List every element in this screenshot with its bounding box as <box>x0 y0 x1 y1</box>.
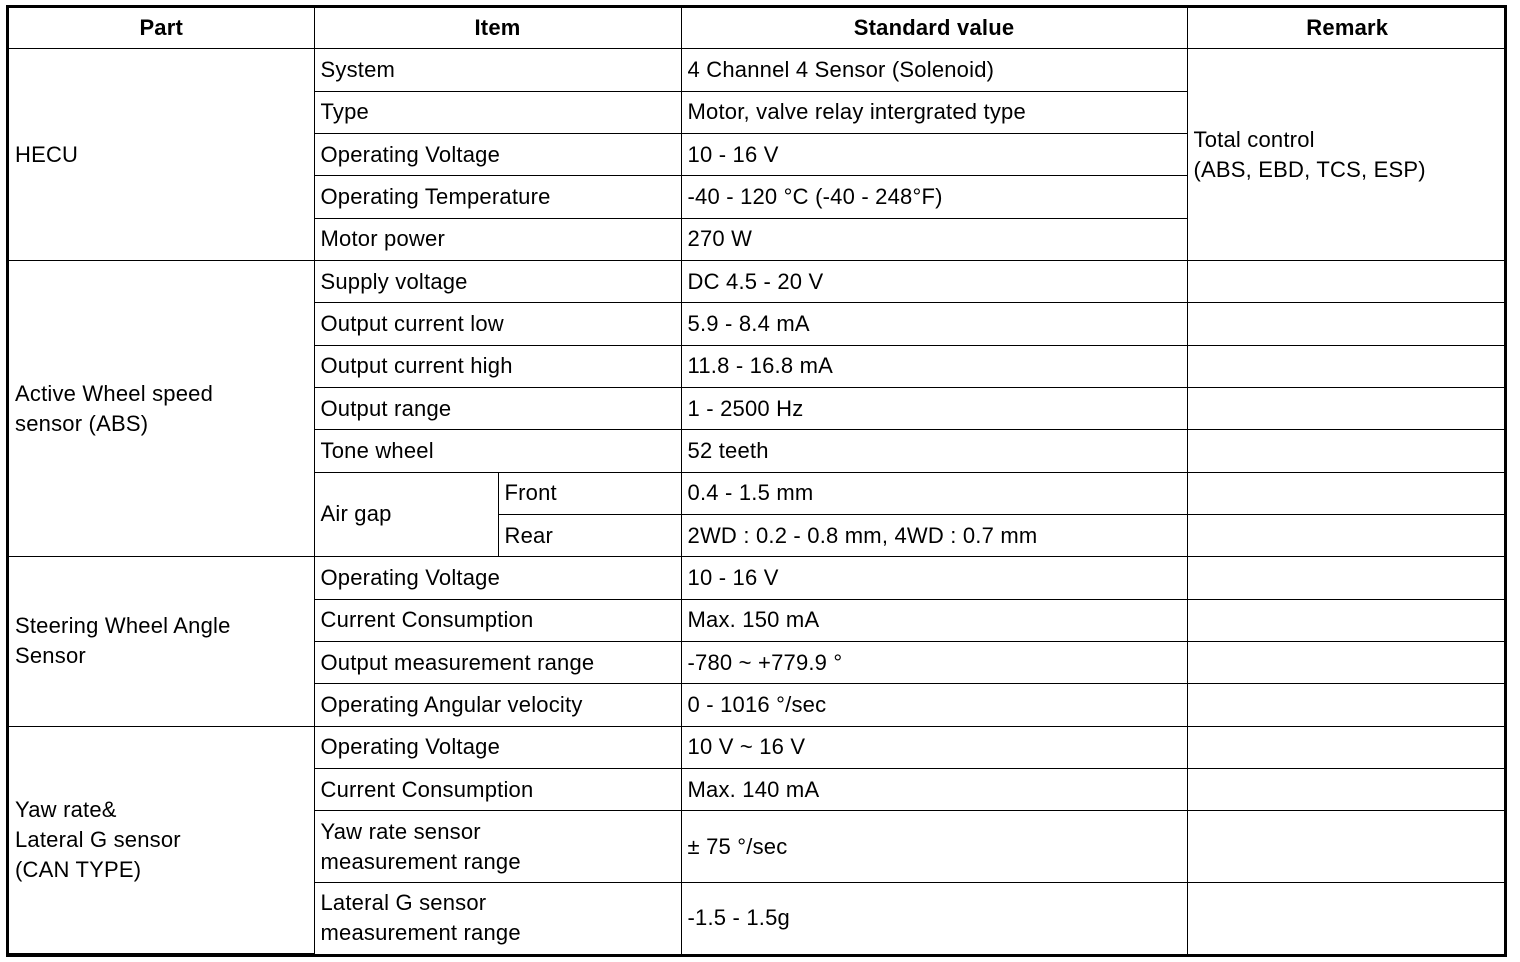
header-item: Item <box>314 8 681 49</box>
item-cell: Output current high <box>314 345 681 387</box>
item-air-gap: Air gap <box>314 472 498 557</box>
item-cell: Output range <box>314 387 681 429</box>
header-row <box>9 8 1507 49</box>
remark-cell <box>1187 641 1507 683</box>
item-cell: Current Consumption <box>314 768 681 810</box>
value-cell: 0 - 1016 °/sec <box>681 684 1187 726</box>
value-cell: 52 teeth <box>681 430 1187 472</box>
value-cell: 0.4 - 1.5 mm <box>681 472 1187 514</box>
table-row <box>9 49 1507 91</box>
value-cell: -780 ~ +779.9 ° <box>681 641 1187 683</box>
item-cell: Lateral G sensor measurement range <box>314 882 681 953</box>
subitem-rear: Rear <box>498 514 681 556</box>
table-row <box>9 726 1507 768</box>
remark-cell <box>1187 557 1507 599</box>
item-cell: Operating Voltage <box>314 133 681 175</box>
item-cell: Operating Voltage <box>314 557 681 599</box>
value-cell: 10 - 16 V <box>681 557 1187 599</box>
item-cell: Supply voltage <box>314 260 681 302</box>
item-cell: Operating Angular velocity <box>314 684 681 726</box>
item-cell: Current Consumption <box>314 599 681 641</box>
item-cell: Yaw rate sensor measurement range <box>314 811 681 883</box>
item-cell: System <box>314 49 681 91</box>
header-remark: Remark <box>1187 8 1507 49</box>
item-cell: Tone wheel <box>314 430 681 472</box>
subitem-front: Front <box>498 472 681 514</box>
remark-cell <box>1187 514 1507 556</box>
remark-cell <box>1187 726 1507 768</box>
value-cell: 5.9 - 8.4 mA <box>681 303 1187 345</box>
remark-cell <box>1187 260 1507 302</box>
remark-hecu: Total control (ABS, EBD, TCS, ESP) <box>1187 49 1507 261</box>
header-standard-value: Standard value <box>681 8 1187 49</box>
value-cell: 270 W <box>681 218 1187 260</box>
table-row <box>9 557 1507 599</box>
spec-table-container <box>6 5 1507 957</box>
item-cell: Type <box>314 91 681 133</box>
table-row <box>9 260 1507 302</box>
remark-cell <box>1187 345 1507 387</box>
remark-cell <box>1187 768 1507 810</box>
value-cell: Max. 140 mA <box>681 768 1187 810</box>
remark-cell <box>1187 684 1507 726</box>
item-cell: Operating Voltage <box>314 726 681 768</box>
value-cell: -1.5 - 1.5g <box>681 882 1187 953</box>
value-cell: Motor, valve relay intergrated type <box>681 91 1187 133</box>
remark-cell <box>1187 430 1507 472</box>
value-cell: 1 - 2500 Hz <box>681 387 1187 429</box>
specification-table <box>9 8 1507 954</box>
header-part: Part <box>9 8 314 49</box>
part-steering-wheel-angle-sensor: Steering Wheel Angle Sensor <box>9 557 314 726</box>
part-wheel-speed-sensor: Active Wheel speed sensor (ABS) <box>9 260 314 556</box>
remark-cell <box>1187 811 1507 883</box>
value-cell: 10 V ~ 16 V <box>681 726 1187 768</box>
remark-cell <box>1187 303 1507 345</box>
part-hecu: HECU <box>9 49 314 261</box>
value-cell: -40 - 120 °C (-40 - 248°F) <box>681 176 1187 218</box>
value-cell: 10 - 16 V <box>681 133 1187 175</box>
item-cell: Operating Temperature <box>314 176 681 218</box>
remark-cell <box>1187 472 1507 514</box>
remark-cell <box>1187 387 1507 429</box>
remark-cell <box>1187 599 1507 641</box>
remark-cell <box>1187 882 1507 953</box>
value-cell: ± 75 °/sec <box>681 811 1187 883</box>
value-cell: 11.8 - 16.8 mA <box>681 345 1187 387</box>
value-cell: DC 4.5 - 20 V <box>681 260 1187 302</box>
value-cell: 4 Channel 4 Sensor (Solenoid) <box>681 49 1187 91</box>
item-cell: Motor power <box>314 218 681 260</box>
value-cell: 2WD : 0.2 - 0.8 mm, 4WD : 0.7 mm <box>681 514 1187 556</box>
item-cell: Output current low <box>314 303 681 345</box>
value-cell: Max. 150 mA <box>681 599 1187 641</box>
item-cell: Output measurement range <box>314 641 681 683</box>
part-yaw-rate-lateral-g-sensor: Yaw rate& Lateral G sensor (CAN TYPE) <box>9 726 314 953</box>
